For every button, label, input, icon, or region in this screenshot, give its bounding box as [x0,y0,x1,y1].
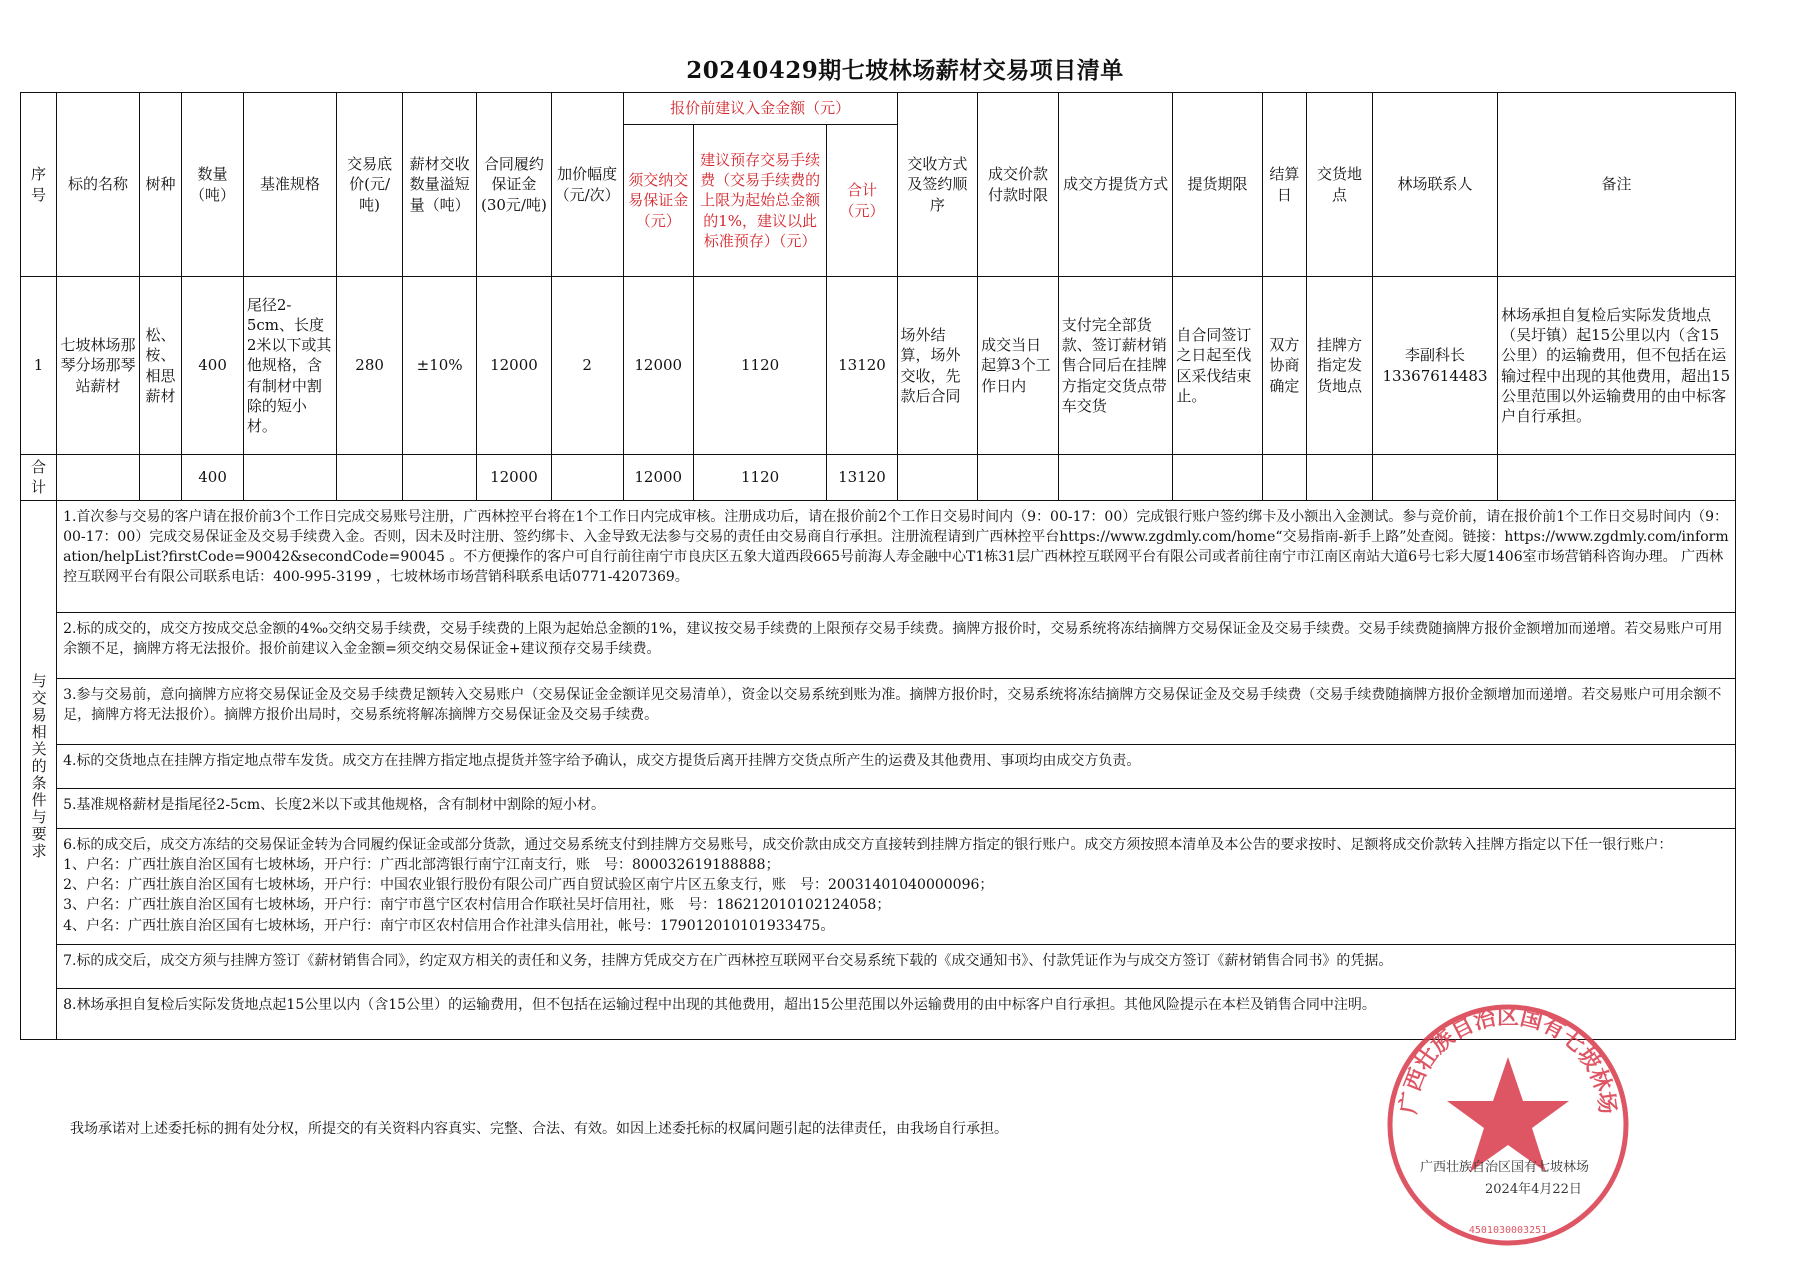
contact-phone: 13367614483 [1382,366,1488,385]
header-species: 树种 [139,93,181,277]
cell-settlement-day: 双方协商确定 [1262,277,1307,455]
cell-base-price: 280 [337,277,403,455]
header-remark: 备注 [1498,93,1736,277]
note-item-5 [57,789,1735,829]
stamp-org-line: 广西壮族自治区国有七坡林场 [1420,1160,1590,1175]
header-increment: 加价幅度（元/次） [551,93,623,277]
cell-total: 13120 [827,277,897,455]
header-seq: 序号 [21,93,57,277]
total-fee: 1120 [693,455,827,501]
cell-name: 七坡林场那琴分场那琴站薪材 [57,277,140,455]
header-pickup-method: 成交方提货方式 [1058,93,1173,277]
stamp-date: 2024年4月22日 [1485,1182,1582,1197]
header-delivery-place: 交货地点 [1307,93,1373,277]
seal-number-text: 4501030003251 [1468,1225,1548,1236]
total-contract-deposit: 12000 [477,455,551,501]
note-item-2 [57,613,1735,679]
note-line: 4.标的交货地点在挂牌方指定地点带车发货。成交方在挂牌方指定地点提货并签字给予确认，成交方提货后离开挂牌方交货点所产生的运费及其他费用、事项均由成交方负责。 [63,752,1141,769]
cell-remark: 林场承担自复检后实际发货地点（吴圩镇）起15公里以内（含15公里）的运输费用，但不包括在运输过程中出现的其他费用，超出15公里范围以外运输费用的由中标客户自行承担。 [1498,277,1736,455]
cell-tolerance: ±10% [403,277,477,455]
header-contract-deposit: 合同履约保证金(30元/吨) [477,93,551,277]
header-base-price: 交易底价(元/吨) [337,93,403,277]
trade-table [20,92,1736,1040]
note-line: 7.标的成交后，成交方须与挂牌方签订《薪材销售合同》，约定双方相关的责任和义务，挂牌方凭成交方在广西林控互联网平台交易系统下载的《成交通知书》、付款凭证作为与成交方签订《薪材销售合同书》的凭据。 [63,952,1393,969]
note-line: 2.标的成交的，成交方按成交总金额的4‰交纳交易手续费，交易手续费的上限为起始总金额的1%，建议按交易手续费的上限预存交易手续费。摘牌方报价时，交易系统将冻结摘牌方交易保证金及交易手续费。交易手续费随摘牌方报价金额增加而递增。若交易账户可用余额不足，摘牌方将无法报价。报价前建议入金金额=须交纳交易保证金+建议预存交易手续费。 [63,620,1723,657]
total-quantity: 400 [182,455,244,501]
notes-list [57,501,1735,1039]
header-total: 合计（元） [827,125,897,277]
note-line: 1、户名：广西壮族自治区国有七坡林场，开户行：广西北部湾银行南宁江南支行，账 号：800032619188888； [63,856,780,873]
header-delivery-method: 交收方式及签约顺序 [897,93,978,277]
notes-label-cell [21,500,57,1039]
header-suggested-deposit-group: 报价前建议入金金额（元） [623,93,897,125]
notes-row [21,500,1736,1039]
cell-spec: 尾径2-5cm、长度2米以下或其他规格，含有制材中割除的短小材。 [243,277,336,455]
note-item-1 [57,501,1735,613]
total-trade-deposit: 12000 [623,455,693,501]
header-tolerance: 薪材交收数量溢短量（吨） [403,93,477,277]
note-line: 4、户名：广西壮族自治区国有七坡林场，开户行：南宁市区农村信用合作社津头信用社，帐号：179012010101933475。 [63,917,835,934]
cell-trade-deposit: 12000 [623,277,693,455]
cell-seq: 1 [21,277,57,455]
note-line: 5.基准规格薪材是指尾径2-5cm、长度2米以下或其他规格，含有制材中割除的短小材。 [63,796,606,813]
contact-name: 李副科长 [1405,346,1466,365]
cell-contact [1372,277,1497,455]
note-item-7 [57,945,1735,989]
note-item-6 [57,829,1735,945]
cell-quantity: 400 [182,277,244,455]
cell-pickup-method: 支付完全部货款、签订薪材销售合同后在挂牌方指定交货点带车交货 [1058,277,1173,455]
header-spec: 基准规格 [243,93,336,277]
note-line: 6.标的成交后，成交方冻结的交易保证金转为合同履约保证金或部分货款，通过交易系统支付到挂牌方交易账号，成交价款由成交方直接转到挂牌方指定的银行账户。成交方须按照本清单及本公告的要求按时、足额将成交价款转入挂牌方指定以下任一银行账户： [63,836,1673,853]
notes-cell [57,500,1736,1039]
page-title: 20240429期七坡林场薪材交易项目清单 [686,57,1124,84]
note-line: 8.林场承担自复检后实际发货地点起15公里以内（含15公里）的运输费用，但不包括在运输过程中出现的其他费用，超出15公里范围以外运输费用的由中标客户自行承担。其他风险提示在本栏及销售合同中注明。 [63,996,1376,1013]
note-item-3 [57,679,1735,745]
header-payment-period: 成交价款付款时限 [978,93,1059,277]
cell-delivery-method: 场外结算，场外交收，先款后合同 [897,277,978,455]
total-amount: 13120 [827,455,897,501]
header-fee: 建议预存交易手续费（交易手续费的上限为起始总金额的1%，建议以此标准预存）（元） [693,125,827,277]
header-name: 标的名称 [57,93,140,277]
total-row [21,455,1736,501]
note-line: 3、户名：广西壮族自治区国有七坡林场，开户行：南宁市邕宁区农村信用合作联社吴圩信用社，账 号：186212010102124058； [63,897,891,914]
cell-increment: 2 [551,277,623,455]
note-line: 1.首次参与交易的客户请在报价前3个工作日完成交易账号注册，广西林控平台将在1个工作日内完成审核。注册成功后，请在报价前2个工作日交易时间内（9：00-17：00）完成银行账户签约绑卡及小额出入金测试。参与竞价前，请在报价前1个工作日交易时间内（9：00-17：00）完成交易保证金及交易手续费入金。否则，因未及时注册、签约绑卡、入金导致无法参与交易的责任由交易商自行承担。注册流程请到广西林控平台https://www.zgdmly.com/home“交易指南-新手上路”处查阅。链接：https://www.zgdmly.com/information/helpList?firstCode=90042&secondCode=90045 。不方便操作的客户可自行前往南宁市良庆区五象大道西段665号前海人寿金融中心T1栋31层广西林控互联网平台有限公司或者前往南宁市江南区南站大道6号七彩大厦1406室市场营销科咨询办理。 广西林控互联网平台有限公司联系电话：400-995-3199 ，七坡林场市场营销科联系电话0771-4207369。 [63,508,1729,586]
note-line: 3.参与交易前，意向摘牌方应将交易保证金及交易手续费足额转入交易账户（交易保证金金额详见交易清单），资金以交易系统到账为准。摘牌方报价时，交易系统将冻结摘牌方交易保证金及交易手续费（交易手续费随摘牌方报价金额增加而递增。若交易账户可用余额不足，摘牌方将无法报价）。摘牌方报价出局时，交易系统将解冻摘牌方交易保证金及交易手续费。 [63,686,1722,723]
table-row [21,277,1736,455]
total-label: 合计 [21,455,57,501]
notes-label: 与交易相关的条件与要求 [29,673,48,861]
cell-species: 松、桉、相思薪材 [139,277,181,455]
header-contact: 林场联系人 [1372,93,1497,277]
header-trade-deposit: 须交纳交易保证金（元） [623,125,693,277]
official-seal [1378,995,1638,1255]
header-quantity: 数量（吨） [182,93,244,277]
seal-org-text: 广西壮族自治区国有七坡林场 [1395,1003,1621,1116]
cell-pickup-period: 自合同签订之日起至伐区采伐结束止。 [1173,277,1262,455]
header-settlement-day: 结算日 [1262,93,1307,277]
cell-contract-deposit: 12000 [477,277,551,455]
footer-statement: 我场承诺对上述委托标的拥有处分权，所提交的有关资料内容真实、完整、合法、有效。如因上述委托标的权属问题引起的法律责任，由我场自行承担。 [70,1121,1008,1137]
note-line: 2、户名：广西壮族自治区国有七坡林场，开户行：中国农业银行股份有限公司广西自贸试验区南宁片区五象支行，账 号：20031401040000096； [63,877,994,894]
header-pickup-period: 提货期限 [1173,93,1262,277]
cell-delivery-place: 挂牌方指定发货地点 [1307,277,1373,455]
cell-payment-period: 成交当日起算3个工作日内 [978,277,1059,455]
note-item-4 [57,745,1735,789]
cell-fee: 1120 [693,277,827,455]
